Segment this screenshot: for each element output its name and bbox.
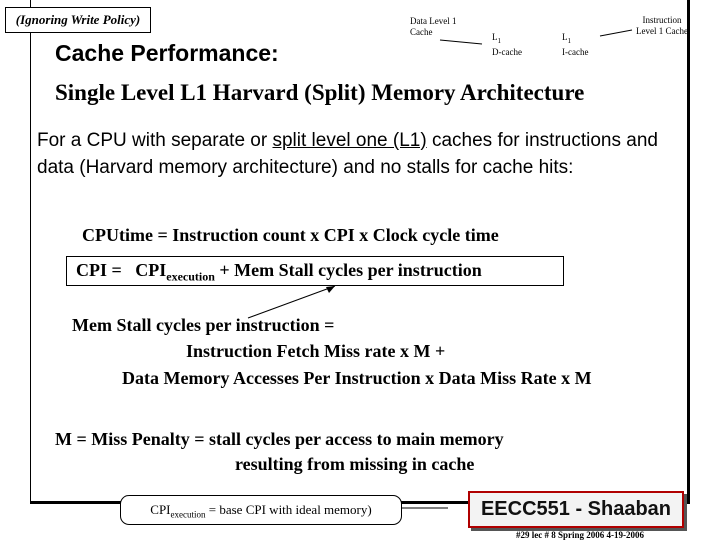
mem-stall-line1: Mem Stall cycles per instruction = (72, 315, 335, 335)
cpi-equation: CPI = $CPI_{execution}$ + Mem Stall cycles per instruction (76, 260, 482, 284)
data-cache-caption: Data Level 1 Cache (410, 16, 457, 37)
write-policy-note: (Ignoring Write Policy) (5, 7, 151, 33)
course-brand-label: EECC551 - Shaaban (468, 491, 684, 528)
slide-title-line1: Cache Performance: (55, 40, 279, 66)
slide-footer: #29 lec # 8 Spring 2006 4-19-2006 (516, 530, 644, 540)
data-cache-pointer (440, 40, 482, 44)
arrow-head (326, 286, 335, 293)
d-cache-label: $L_1$ D-cache (492, 32, 522, 57)
i-cache-label: $L_1$ I-cache (562, 32, 589, 57)
base-cpi-note: $CPI_{execution}$ = base CPI with ideal memory) (120, 495, 402, 525)
intro-paragraph: For a CPU with separate or split level one (L1) caches for instructions and data (Harvard memory architecture) and no stalls for cache hits: (37, 130, 658, 178)
instr-cache-pointer (600, 30, 632, 36)
mem-stall-line3: Data Memory Accesses Per Instruction x Data Miss Rate x M (122, 368, 592, 388)
miss-penalty-line1: M = Miss Penalty = stall cycles per access to main memory (55, 429, 504, 449)
slide-title-line2: Single Level L1 Harvard (Split) Memory Architecture (55, 80, 585, 105)
cpi-to-memstall-arrow (248, 286, 335, 318)
mem-stall-line2: Instruction Fetch Miss rate x M + (186, 341, 446, 361)
cputime-equation: CPUtime = Instruction count x CPI x Clock cycle time (82, 225, 499, 245)
instr-cache-caption: Instruction Level 1 Cache (636, 15, 688, 36)
miss-penalty-line2: resulting from missing in cache (235, 454, 475, 474)
